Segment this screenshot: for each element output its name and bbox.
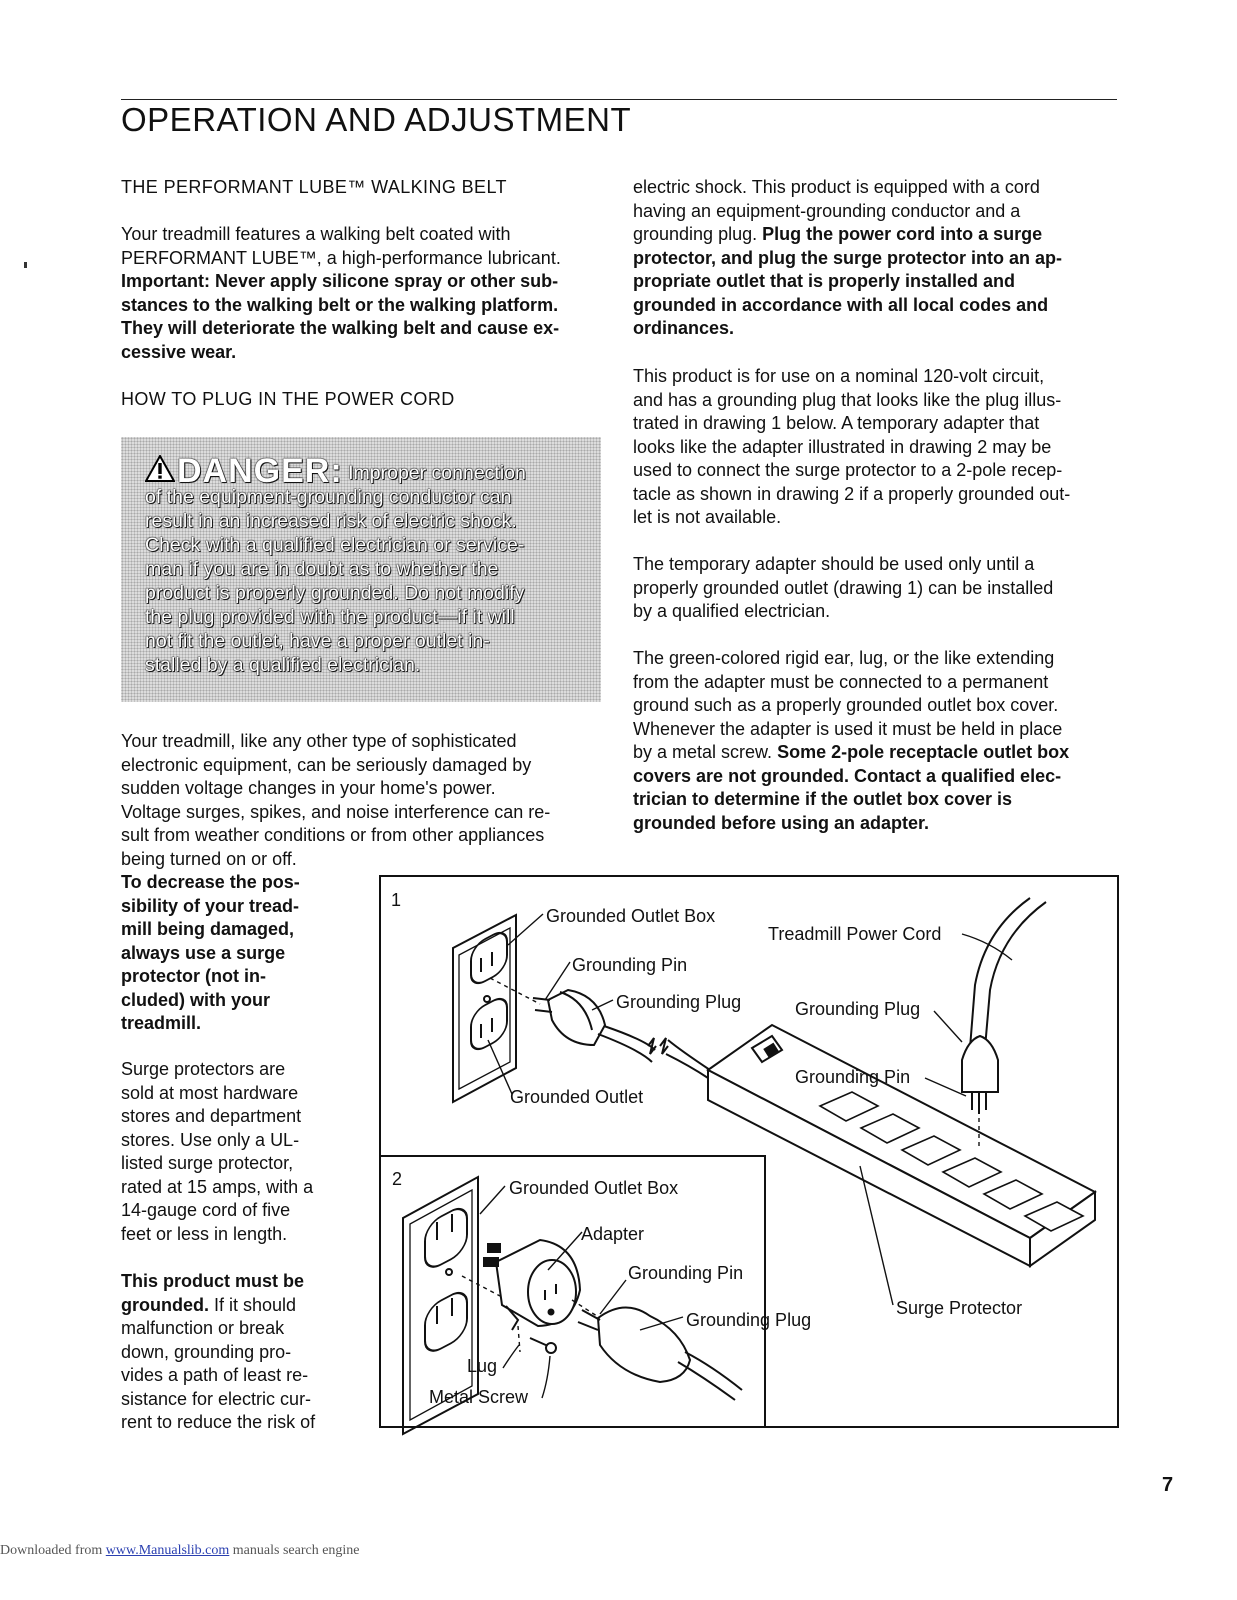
text-line: and has a grounding plug that looks like the plug illus- (633, 389, 1062, 410)
text-line: sudden voltage changes in your home's power. (121, 778, 496, 798)
text-line: The green-colored rigid ear, lug, or the like extending (633, 648, 1055, 668)
label-metal-screw: Metal Screw (429, 1387, 529, 1407)
text-line: Whenever the adapter is used it must be held in place (633, 718, 1063, 739)
footer-link[interactable]: www.Manualslib.com (105, 1543, 230, 1558)
surge-protector-illustration (708, 1025, 1095, 1266)
text-line: ordinances. (633, 318, 735, 338)
text-line: stances to the walking belt or the walking platform. (121, 294, 559, 315)
text-line: protector (not in- (121, 966, 266, 986)
text-line: To decrease the pos- (121, 872, 300, 892)
page-title: OPERATION AND ADJUSTMENT (121, 101, 632, 138)
label-grounding-plug: Grounding Plug (616, 992, 742, 1012)
text-line: always use a surge (121, 942, 286, 963)
text-line: treadmill. (121, 1013, 202, 1033)
text-line: of the equipment-grounding conductor can (145, 486, 512, 508)
text-line: result in an increased risk of electric shock. (145, 510, 517, 532)
text-line: trician to determine if the outlet box cover is (633, 789, 1013, 809)
text-line: tacle as shown in drawing 2 if a properly grounded out- (633, 483, 1071, 504)
text-line: from the adapter must be connected to a permanent (633, 671, 1049, 692)
text-span: grounded. (121, 1294, 209, 1315)
text-line: stores. Use only a UL- (121, 1129, 300, 1150)
text-line: malfunction or break (121, 1318, 285, 1338)
text-line: vides a path of least re- (121, 1365, 309, 1385)
text-span: grounding plug. (633, 224, 763, 244)
label-adapter: Adapter (581, 1224, 645, 1244)
label-grounding-plug-2: Grounding Plug (686, 1310, 812, 1330)
label-grounded-outlet: Grounded Outlet (510, 1087, 644, 1107)
text-line: grounded before using an adapter. (633, 812, 930, 833)
text-line: ground such as a properly grounded outlet box cover. (633, 695, 1059, 715)
text-line: mill being damaged, (121, 919, 295, 939)
drawing2-number: 2 (392, 1169, 403, 1189)
text-line: sistance for electric cur- (121, 1388, 312, 1409)
label-grounding-pin-right: Grounding Pin (795, 1067, 911, 1087)
text-line: properly grounded outlet (drawing 1) can be installed (633, 577, 1054, 598)
label-grounding-pin: Grounding Pin (572, 955, 688, 975)
label-grounding-plug-right: Grounding Plug (795, 999, 921, 1019)
metal-screw-illustration (530, 1338, 556, 1353)
text-line: having an equipment-grounding conductor and a (633, 200, 1021, 221)
text-line: electronic equipment, can be seriously damaged by (121, 754, 532, 775)
text-line: Voltage surges, spikes, and noise interference can re- (121, 801, 551, 822)
text-line: protector, and plug the surge protector into an ap- (633, 247, 1063, 268)
text-line: down, grounding pro- (121, 1341, 292, 1362)
text-line: The temporary adapter should be used only until a (633, 554, 1035, 574)
text-line: Important: Never apply silicone spray or other sub- (121, 271, 559, 291)
text-line: stores and department (121, 1106, 302, 1126)
text-line: let is not available. (633, 507, 782, 527)
footer-prefix: Downloaded from (0, 1543, 106, 1558)
adapter-illustration (484, 1240, 580, 1330)
page-number: 7 (1162, 1474, 1174, 1496)
label-grounding-pin-2: Grounding Pin (628, 1263, 744, 1283)
text-line: feet or less in length. (121, 1223, 288, 1244)
heading-walking-belt: THE PERFORMANT LUBE™ WALKING BELT (121, 177, 507, 197)
text-span: If it should (209, 1294, 297, 1315)
grounded-outlet-illustration (453, 915, 516, 1102)
footer (0, 1543, 360, 1559)
text-line: This product must be (121, 1271, 305, 1291)
heading-power-cord: HOW TO PLUG IN THE POWER CORD (121, 389, 455, 409)
text-line: being turned on or off. (121, 848, 297, 869)
text-line: looks like the adapter illustrated in drawing 2 may be (633, 436, 1052, 457)
label-grounded-outlet-box: Grounded Outlet Box (546, 906, 716, 926)
text-line: propriate outlet that is properly installed and (633, 271, 1016, 291)
text-line: stalled by a qualified electrician. (145, 654, 421, 676)
text-line: They will deteriorate the walking belt and cause ex- (121, 318, 560, 338)
text-line: by a qualified electrician. (633, 601, 831, 621)
label-treadmill-power-cord: Treadmill Power Cord (768, 924, 942, 944)
label-lug: Lug (467, 1356, 498, 1376)
text-line: trated in drawing 1 below. A temporary adapter that (633, 413, 1040, 433)
text-line: product is properly grounded. Do not modify (145, 582, 525, 604)
text-line: man if you are in doubt as to whether the (145, 558, 499, 580)
text-line: Improper connection (348, 462, 526, 484)
text-line: sult from weather conditions or from other appliances (121, 825, 545, 845)
danger-word: DANGER: (177, 452, 343, 490)
text-line: 14-gauge cord of five (121, 1200, 291, 1220)
label-grounded-outlet-box-2: Grounded Outlet Box (509, 1178, 679, 1198)
text-line: the plug provided with the product—if it will (145, 606, 515, 628)
text-line: electric shock. This product is equipped with a cord (633, 177, 1040, 197)
footer-suffix: manuals search engine (229, 1543, 360, 1558)
text-line: Check with a qualified electrician or service- (145, 534, 525, 556)
text-line: cessive wear. (121, 341, 237, 362)
text-line: grounded in accordance with all local codes and (633, 294, 1049, 315)
text-span: Some 2-pole receptacle outlet box (777, 742, 1070, 762)
drawing1-number: 1 (391, 890, 402, 910)
label-surge-protector: Surge Protector (896, 1298, 1023, 1318)
text-line: sold at most hardware (121, 1082, 299, 1103)
text-line: used to connect the surge protector to a 2-pole recep- (633, 460, 1063, 480)
text-line: Surge protectors are (121, 1059, 286, 1079)
text-line: rated at 15 amps, with a (121, 1176, 314, 1197)
text-span: Plug the power cord into a surge (762, 224, 1043, 244)
text-line: Your treadmill, like any other type of sophisticated (121, 731, 517, 751)
treadmill-power-cord-illustration (962, 898, 1046, 1114)
text-line: cluded) with your (121, 989, 271, 1010)
text-line: rent to reduce the risk of (121, 1412, 316, 1432)
text-span: by a metal screw. (633, 742, 778, 762)
text-line: covers are not grounded. Contact a qualified elec- (633, 765, 1062, 786)
text-line: PERFORMANT LUBE™, a high-performance lubricant. (121, 247, 561, 268)
text-line: sibility of your tread- (121, 895, 300, 916)
text-line: This product is for use on a nominal 120-volt circuit, (633, 366, 1045, 386)
text-line: not fit the outlet, have a proper outlet in- (145, 630, 490, 652)
text-line: Your treadmill features a walking belt coated with (121, 224, 511, 244)
text-line: listed surge protector, (121, 1153, 294, 1173)
